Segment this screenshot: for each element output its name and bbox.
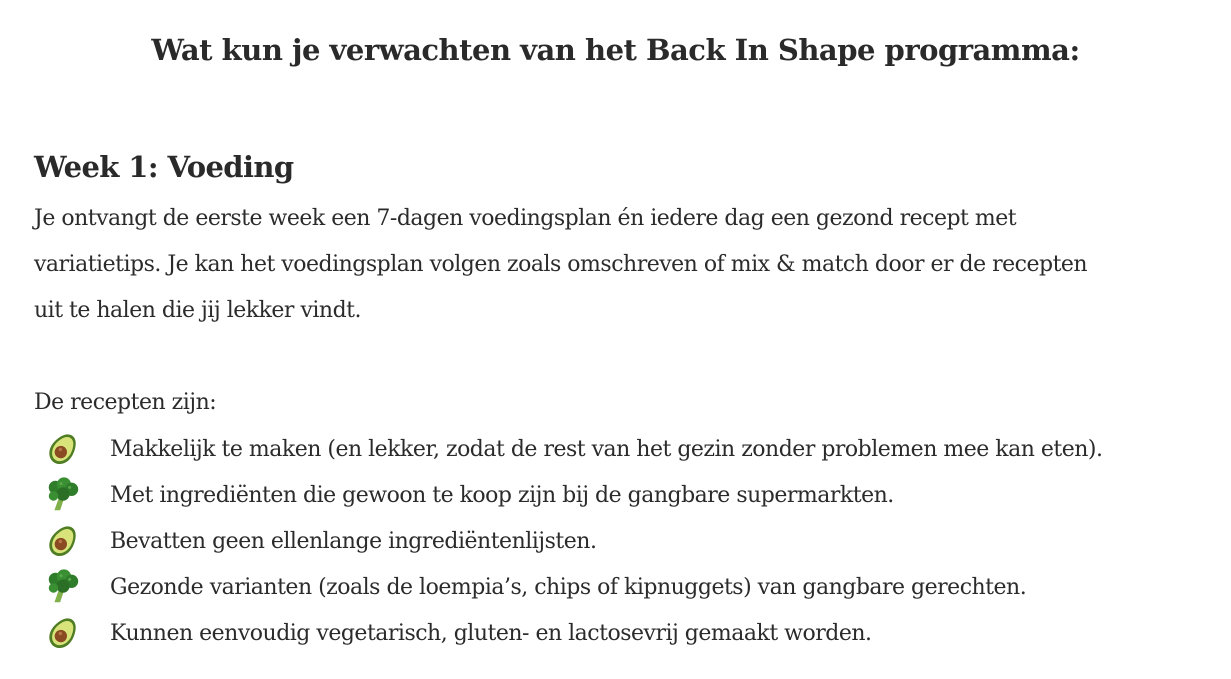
list-item [44,610,1103,656]
list-item [44,426,1103,472]
page-title: Wat kun je verwachten van het Back In Shape programma: [151,33,1080,67]
recipe-list [44,426,1103,656]
recipe-text: Gezonde varianten (zoals de loempia’s, chips of kipnuggets) van gangbare gerechten. [110,574,1027,600]
list-item [44,564,1103,610]
recipe-text: Kunnen eenvoudig vegetarisch, gluten- en lactosevrij gemaakt worden. [110,620,872,646]
avocado-icon [44,522,82,560]
intro-line: uit te halen die jij lekker vindt. [34,298,361,323]
recipes-label: De recepten zijn: [34,390,217,415]
avocado-icon [44,614,82,652]
list-item [44,472,1103,518]
list-item [44,518,1103,564]
avocado-icon [44,430,82,468]
intro-line: Je ontvangt de eerste week een 7-dagen voedingsplan én iedere dag een gezond recept met [34,206,1017,231]
recipe-text: Met ingrediënten die gewoon te koop zijn bij de gangbare supermarkten. [110,482,894,508]
broccoli-icon [44,476,82,514]
week-heading: Week 1: Voeding [34,150,294,184]
intro-paragraph [34,196,1194,334]
recipe-text: Bevatten geen ellenlange ingrediëntenlijsten. [110,528,597,554]
recipe-text: Makkelijk te maken (en lekker, zodat de rest van het gezin zonder problemen mee kan eten). [110,436,1103,462]
broccoli-icon [44,568,82,606]
intro-line: variatietips. Je kan het voedingsplan volgen zoals omschreven of mix & match door er de recepten [34,252,1088,277]
